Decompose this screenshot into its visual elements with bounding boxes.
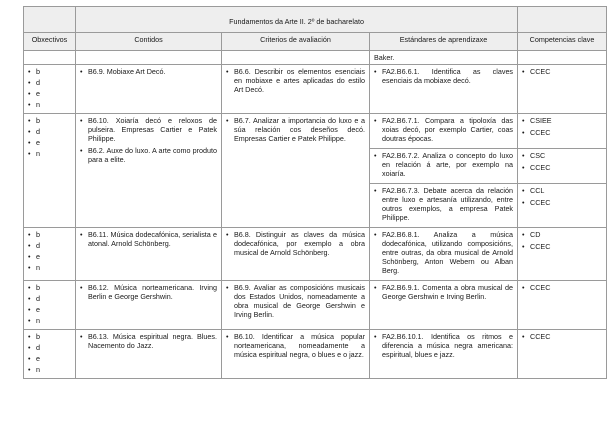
competencias-cell [518, 281, 607, 330]
competencias-cell [518, 184, 607, 228]
contidos-cell [76, 114, 222, 228]
contido-item: • B6.10. Xoiaría decó e reloxos de pulseira. Empresas Cartier e Patek Philippe. [80, 116, 217, 143]
estandar-item: • FA2.B6.7.1. Compara a tipoloxía das xoias decó, por exemplo Cartier, coas doutras épocas. [374, 116, 513, 143]
criterio-cell [222, 114, 370, 228]
obxectivo-item: • b [28, 283, 71, 292]
table-title: Fundamentos da Arte II. 2º de bacharelato [76, 7, 518, 33]
competencia-item: • CCEC [522, 67, 602, 76]
competencia-item: • CD [522, 230, 602, 239]
obxectivo-item: • e [28, 89, 71, 98]
obxectivo-item: • d [28, 78, 71, 87]
estandar-cell [370, 330, 518, 379]
contido-item: • B6.2. Auxe do luxo. A arte como produto para a elite. [80, 146, 217, 164]
carry-over-text: Baker. [370, 51, 518, 65]
competencia-item: • CCEC [522, 198, 602, 207]
estandar-item: • FA2.B6.7.2. Analiza o concepto do luxo en relación á arte, por exemplo na xoiaría. [374, 151, 513, 178]
estandar-item: • FA2.B6.9.1. Comenta a obra musical de George Gershwin e Irving Berlin. [374, 283, 513, 301]
obxectivo-item: • n [28, 149, 71, 158]
criterio-cell [222, 65, 370, 114]
estandar-cell [370, 184, 518, 228]
competencia-item: • CCEC [522, 332, 602, 341]
estandar-item: • FA2.B6.8.1. Analiza a música dodecafónica, utilizando composicións, entre outras, da obra musical de Arnold Schönberg, Anton Webern ou Alban Berg. [374, 230, 513, 275]
obxectivos-cell [24, 114, 76, 228]
criterio-cell [222, 228, 370, 281]
estandar-cell [370, 65, 518, 114]
criterio-item: • B6.8. Distinguir as claves da música dodecafónica, por exemplo a obra musical de Arnold Schönberg. [226, 230, 365, 257]
competencia-item: • CCEC [522, 283, 602, 292]
competencias-cell [518, 65, 607, 114]
competencia-item: • CCEC [522, 242, 602, 251]
competencias-cell [518, 114, 607, 149]
obxectivo-item: • n [28, 365, 71, 374]
header-competencias: Competencias clave [518, 33, 607, 51]
header-criterios: Criterios de avaliación [222, 33, 370, 51]
title-corner-cell [24, 7, 76, 33]
contido-item: • B6.11. Música dodecafónica, serialista e atonal. Arnold Schönberg. [80, 230, 217, 248]
contidos-cell [76, 228, 222, 281]
table-row [24, 65, 607, 114]
obxectivo-item: • e [28, 305, 71, 314]
competencias-cell [518, 228, 607, 281]
contidos-cell [76, 281, 222, 330]
obxectivos-cell [24, 330, 76, 379]
obxectivo-item: • d [28, 241, 71, 250]
title-corner-cell-right [518, 7, 607, 33]
criterio-item: • B6.7. Analizar a importancia do luxo e a súa relación cos deseños decó. Empresas Cartier e Patek Philippe. [226, 116, 365, 143]
estandar-cell [370, 281, 518, 330]
competencias-cell [518, 149, 607, 184]
criterio-item: • B6.9. Avaliar as composicións musicais dos Estados Unidos, nomeadamente a obra musical de George Gershwin e Irving Berlin. [226, 283, 365, 319]
table-row [24, 281, 607, 330]
obxectivo-item: • n [28, 316, 71, 325]
competencia-item: • CCEC [522, 128, 602, 137]
estandar-item: • FA2.B6.10.1. Identifica os ritmos e diferencia a música negra americana: espiritual, blues e jazz. [374, 332, 513, 359]
competencia-item: • CCEC [522, 163, 602, 172]
curriculum-table [23, 6, 607, 379]
estandar-item: • FA2.B6.7.3. Debate acerca da relación entre luxo e artesanía utilizando, entre outros exemplos, a empresa Patek Philippe. [374, 186, 513, 222]
criterio-item: • B6.10. Identificar a música popular norteamericana, nomeadamente a música espiritual negra, o blues e o jazz. [226, 332, 365, 359]
obxectivo-item: • d [28, 127, 71, 136]
carry-over-empty [222, 51, 370, 65]
obxectivo-item: • e [28, 354, 71, 363]
carry-over-empty [518, 51, 607, 65]
obxectivos-cell [24, 65, 76, 114]
competencias-cell [518, 330, 607, 379]
estandar-cell [370, 228, 518, 281]
header-obxectivos: Obxectivos [24, 33, 76, 51]
obxectivo-item: • d [28, 294, 71, 303]
obxectivo-item: • b [28, 332, 71, 341]
contidos-cell [76, 65, 222, 114]
estandar-item: • FA2.B6.6.1. Identifica as claves esenciais da mobiaxe decó. [374, 67, 513, 85]
competencia-item: • CSC [522, 151, 602, 160]
obxectivos-cell [24, 281, 76, 330]
obxectivo-item: • b [28, 67, 71, 76]
obxectivo-item: • n [28, 263, 71, 272]
contido-item: • B6.9. Mobiaxe Art Decó. [80, 67, 217, 76]
obxectivo-item: • e [28, 138, 71, 147]
obxectivo-item: • b [28, 230, 71, 239]
obxectivo-item: • d [28, 343, 71, 352]
criterio-cell [222, 330, 370, 379]
table-row [24, 228, 607, 281]
obxectivo-item: • b [28, 116, 71, 125]
carry-over-empty [24, 51, 76, 65]
carry-over-row [24, 51, 607, 65]
competencia-item: • CSIEE [522, 116, 602, 125]
criterio-item: • B6.6. Describir os elementos esenciais en mobiaxe e artes aplicadas do estilo Art Decó. [226, 67, 365, 94]
table-row [24, 330, 607, 379]
estandar-cell [370, 114, 518, 149]
header-estandares: Estándares de aprendizaxe [370, 33, 518, 51]
obxectivo-item: • n [28, 100, 71, 109]
header-contidos: Contidos [76, 33, 222, 51]
criterio-cell [222, 281, 370, 330]
obxectivo-item: • e [28, 252, 71, 261]
table-row [24, 114, 607, 149]
competencia-item: • CCL [522, 186, 602, 195]
contidos-cell [76, 330, 222, 379]
contido-item: • B6.12. Música norteamericana. Irving Berlin e George Gershwin. [80, 283, 217, 301]
contido-item: • B6.13. Música espiritual negra. Blues. Nacemento do Jazz. [80, 332, 217, 350]
obxectivos-cell [24, 228, 76, 281]
estandar-cell [370, 149, 518, 184]
carry-over-empty [76, 51, 222, 65]
